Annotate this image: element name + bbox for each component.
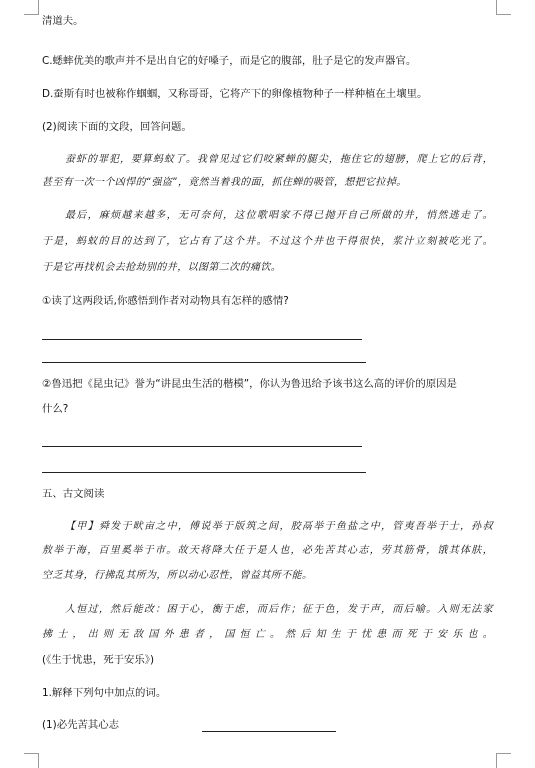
passage-1-line-1: 蚕虾的罪犯，要算蚂蚁了。我曾见过它们咬紧蝉的腿尖，拖住它的翅膀，爬上它的后背， [65, 154, 493, 165]
answer-blank[interactable] [202, 731, 336, 732]
passage-2-line-1: 最后，麻烦越来越多，无可奈何，这位歌唱家不得已抛开自己所做的井，悄然逃走了。 [65, 210, 493, 221]
text-line: 清道夫。 [42, 15, 84, 27]
crop-mark-bottom-right [496, 753, 511, 768]
classical-text-line-3: 空乏其身，行拂乱其所为，所以动心忍性，曾益其所不能。 [42, 570, 313, 581]
answer-blank[interactable] [42, 446, 362, 447]
question-1-1: (1)必先苦其心志 [42, 719, 120, 731]
passage-2-line-2: 于是，蚂蚁的目的达到了，它占有了这个井。不过这个井也干得很快，浆汁立刻被吃光了。 [42, 236, 493, 247]
source-citation: (《生于忧患，死于安乐》) [42, 654, 155, 666]
crop-mark-top-right [496, 0, 511, 15]
crop-mark-top-left [24, 0, 39, 15]
classical-text-line-4: 人恒过，然后能改：困于心，衡于虑，而后作；征于色，发于声，而后喻。入则无法家 [65, 604, 493, 615]
classical-text-line-1: 【甲】舜发于畎亩之中，傅说举于版筑之间，胶鬲举于鱼盐之中，管夷吾举于士，孙叔 [65, 521, 493, 532]
crop-mark-bottom-left [24, 753, 39, 768]
option-c: C.蟋蟀优美的歌声并不是出自它的好嗓子，而是它的腹部，肚子是它的发声器官。 [42, 55, 417, 67]
question-2-2-line-2: 什么? [42, 403, 69, 415]
question-2-2-line-1: ②鲁迅把《昆虫记》誉为“讲昆虫生活的楷模”，你认为鲁迅给予该书这么高的评价的原因是 [42, 378, 457, 390]
option-d: D.蚕斯有时也被称作蝈蝈，又称哥哥，它将产下的卵像植物种子一样种植在土壤里。 [42, 88, 428, 100]
question-1-heading: 1.解释下列句中加点的词。 [42, 687, 167, 699]
classical-text-line-5: 拂士，出则无敌国外患者，国恒亡。然后知生于忧患而死于安乐也。 [42, 629, 493, 640]
answer-blank[interactable] [42, 339, 362, 340]
answer-blank[interactable] [42, 472, 366, 473]
question-2-1: ①读了这两段话,你感悟到作者对动物具有怎样的感情? [42, 295, 289, 307]
question-2-heading: (2)阅读下面的文段，回答问题。 [42, 121, 192, 133]
passage-1-line-2: 甚至有一次一个凶悍的“强盗”，竟然当着我的面，抓住蝉的吸管，想把它拉掉。 [42, 177, 407, 188]
passage-2-line-3: 于是它再找机会去抢劫别的井，以图第二次的痛饮。 [42, 262, 282, 273]
section-5-heading: 五、古文阅读 [42, 488, 105, 500]
classical-text-line-2: 敖举于海，百里奚举于市。故天将降大任于是人也，必先苦其心志，劳其筋骨，饿其体肤， [42, 545, 493, 556]
answer-blank[interactable] [42, 362, 366, 363]
